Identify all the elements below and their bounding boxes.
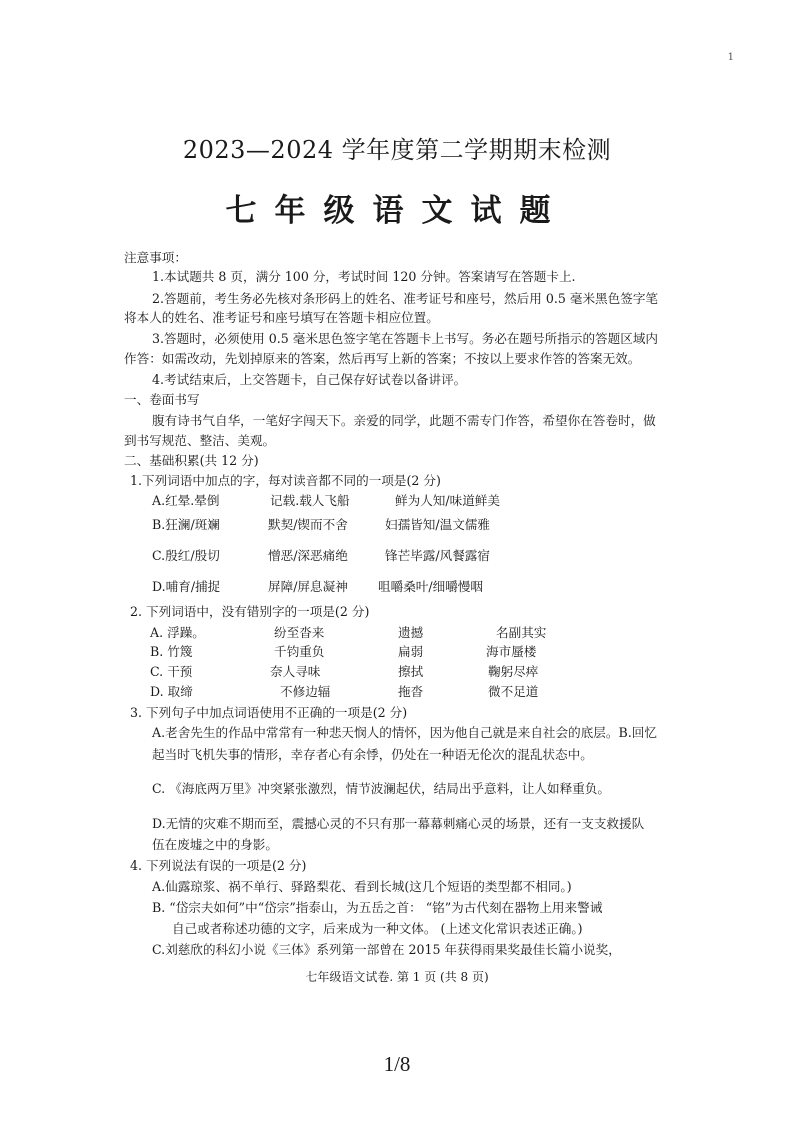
q2-option-a-4: 名副其实 [496, 625, 547, 640]
q2-option-d-3: 拖沓 [398, 684, 424, 699]
q3-option-d-line2: 伍在废墟之中的身影。 [152, 837, 278, 852]
q2-option-b-3: 扁弱 [398, 644, 424, 659]
q4-option-b-line1: B. “岱宗夫如何”中“岱宗”指泰山，为五岳之首： “铭”为古代刻在器物上用来警诫 [152, 900, 603, 915]
note-1: 1.本试题共 8 页，满分 100 分，考试时间 120 分钟。答案请写在答题卡上. [152, 269, 576, 284]
q1-option-c-3: 锋芒毕露/风餐露宿 [385, 548, 490, 563]
q2-option-a-2: 纷至沓来 [274, 625, 325, 640]
section1-para-line2: 到书写规范、整洁、美观。 [124, 433, 276, 448]
section2-heading: 二、基础积累(共 12 分) [124, 453, 259, 468]
q2-option-c-1: C. 干预 [150, 664, 193, 679]
q1-option-d-3: 咀嚼桑叶/细嚼慢咽 [378, 579, 483, 594]
section1-para-line1: 腹有诗书气自华，一笔好字闯天下。亲爱的同学，此题不需专门作答，希望你在答卷时，做 [152, 413, 656, 428]
q2-option-b-1: B. 竹篾 [150, 644, 193, 659]
q1-option-a-1: A.红晕.晕倒 [152, 493, 220, 508]
q2-option-c-3: 擦拭 [398, 664, 424, 679]
note-3-line2: 作答：如需改动，先划掉原来的答案，然后再写上新的答案；不按以上要求作答的答案无效。 [124, 351, 641, 366]
q4-stem: 4. 下列说法有误的一项是(2 分) [130, 858, 307, 873]
q1-option-b-3: 妇孺皆知/温文儒雅 [385, 517, 490, 532]
q3-option-ab-line1: A.老舍先生的作品中常常有一种悲天悯人的情怀，因为他自己就是来自社会的底层。B.回忆 [152, 725, 657, 740]
q2-option-d-1: D. 取缔 [150, 684, 193, 699]
q1-option-c-1: C.殷红/殷切 [152, 548, 220, 563]
q1-option-d-2: 屏障/屏息凝神 [268, 579, 348, 594]
note-2-line2: 将本人的姓名、准考证号和座号填写在答题卡相应位置。 [124, 310, 439, 325]
q2-option-b-2: 千钧重负 [274, 644, 325, 659]
q2-option-c-2: 奈人寻味 [270, 664, 321, 679]
q3-option-ab-line2: 起当时飞机失事的情形，幸存者心有余悸，仍处在一种语无伦次的混乱状态中。 [152, 747, 593, 762]
q1-option-d-1: D.哺育/捕捉 [152, 579, 221, 594]
q1-option-b-1: B.狂澜/斑斓 [152, 517, 220, 532]
q3-option-d-line1: D.无情的灾难不期而至，震撼心灵的不只有那一幕幕刺痛心灵的场景，还有一支支救援队 [152, 816, 645, 831]
q3-stem: 3. 下列句子中加点词语使用不正确的一项是(2 分) [130, 705, 408, 720]
q1-option-a-3: 鲜为人知/味道鲜美 [395, 493, 500, 508]
q2-option-d-4: 微不足道 [488, 684, 539, 699]
q2-option-a-3: 遗撼 [398, 625, 424, 640]
page-footer: 七年级语文试卷. 第 1 页 (共 8 页) [305, 970, 489, 984]
note-2-line1: 2.答题前，考生务必先核对条形码上的姓名、准考证号和座号，然后用 0.5 毫米黑色签字笔 [152, 291, 659, 306]
exam-subtitle: 七年级语文试题 [225, 193, 569, 229]
section1-heading: 一、卷面书写 [124, 392, 200, 407]
notes-heading: 注意事项： [124, 250, 187, 265]
q2-option-d-2: 不修边辐 [280, 684, 331, 699]
note-4: 4.考试结束后，上交答题卡，自己保存好试卷以备讲评。 [152, 372, 467, 387]
q3-option-c: C. 《海底两万里》冲突紧张激烈，情节波澜起伏，结局出乎意料，让人如释重负。 [152, 781, 610, 796]
q1-option-c-2: 憎恶/深恶痛绝 [268, 548, 348, 563]
q2-option-a-1: A. 浮躁。 [150, 625, 205, 640]
page-number: 1/8 [383, 1052, 411, 1076]
q1-stem: 1.下列词语中加点的字，每对读音都不同的一项是(2 分) [130, 473, 441, 488]
q2-stem: 2. 下列词语中，没有错别字的一项是(2 分) [130, 604, 370, 619]
q4-option-b-line2: 自己或者称述功德的文字，后来成为一种文体。 (上述文化常识表述正确。) [172, 921, 583, 936]
corner-page-mark: 1 [727, 52, 734, 63]
q2-option-b-4: 海市蜃楼 [486, 644, 537, 659]
q4-option-a: A.仙露琼浆、祸不单行、驿路梨花、看到长城(这几个短语的类型都不相同。) [152, 879, 572, 894]
q1-option-a-2: 记载.载人飞船 [270, 493, 350, 508]
note-3-line1: 3.答题时，必须使用 0.5 毫米思色签字笔在答题卡上书写。务必在题号所指示的答题区域内 [152, 331, 659, 346]
q2-option-c-4: 鞠躬尽瘁 [488, 664, 539, 679]
exam-title: 2023—2024 学年度第二学期期末检测 [182, 136, 612, 164]
q4-option-c: C.刘慈欣的科幻小说《三体》系列第一部曾在 2015 年获得雨果奖最佳长篇小说奖， [152, 942, 621, 957]
q1-option-b-2: 默契/锲而不舍 [268, 517, 348, 532]
